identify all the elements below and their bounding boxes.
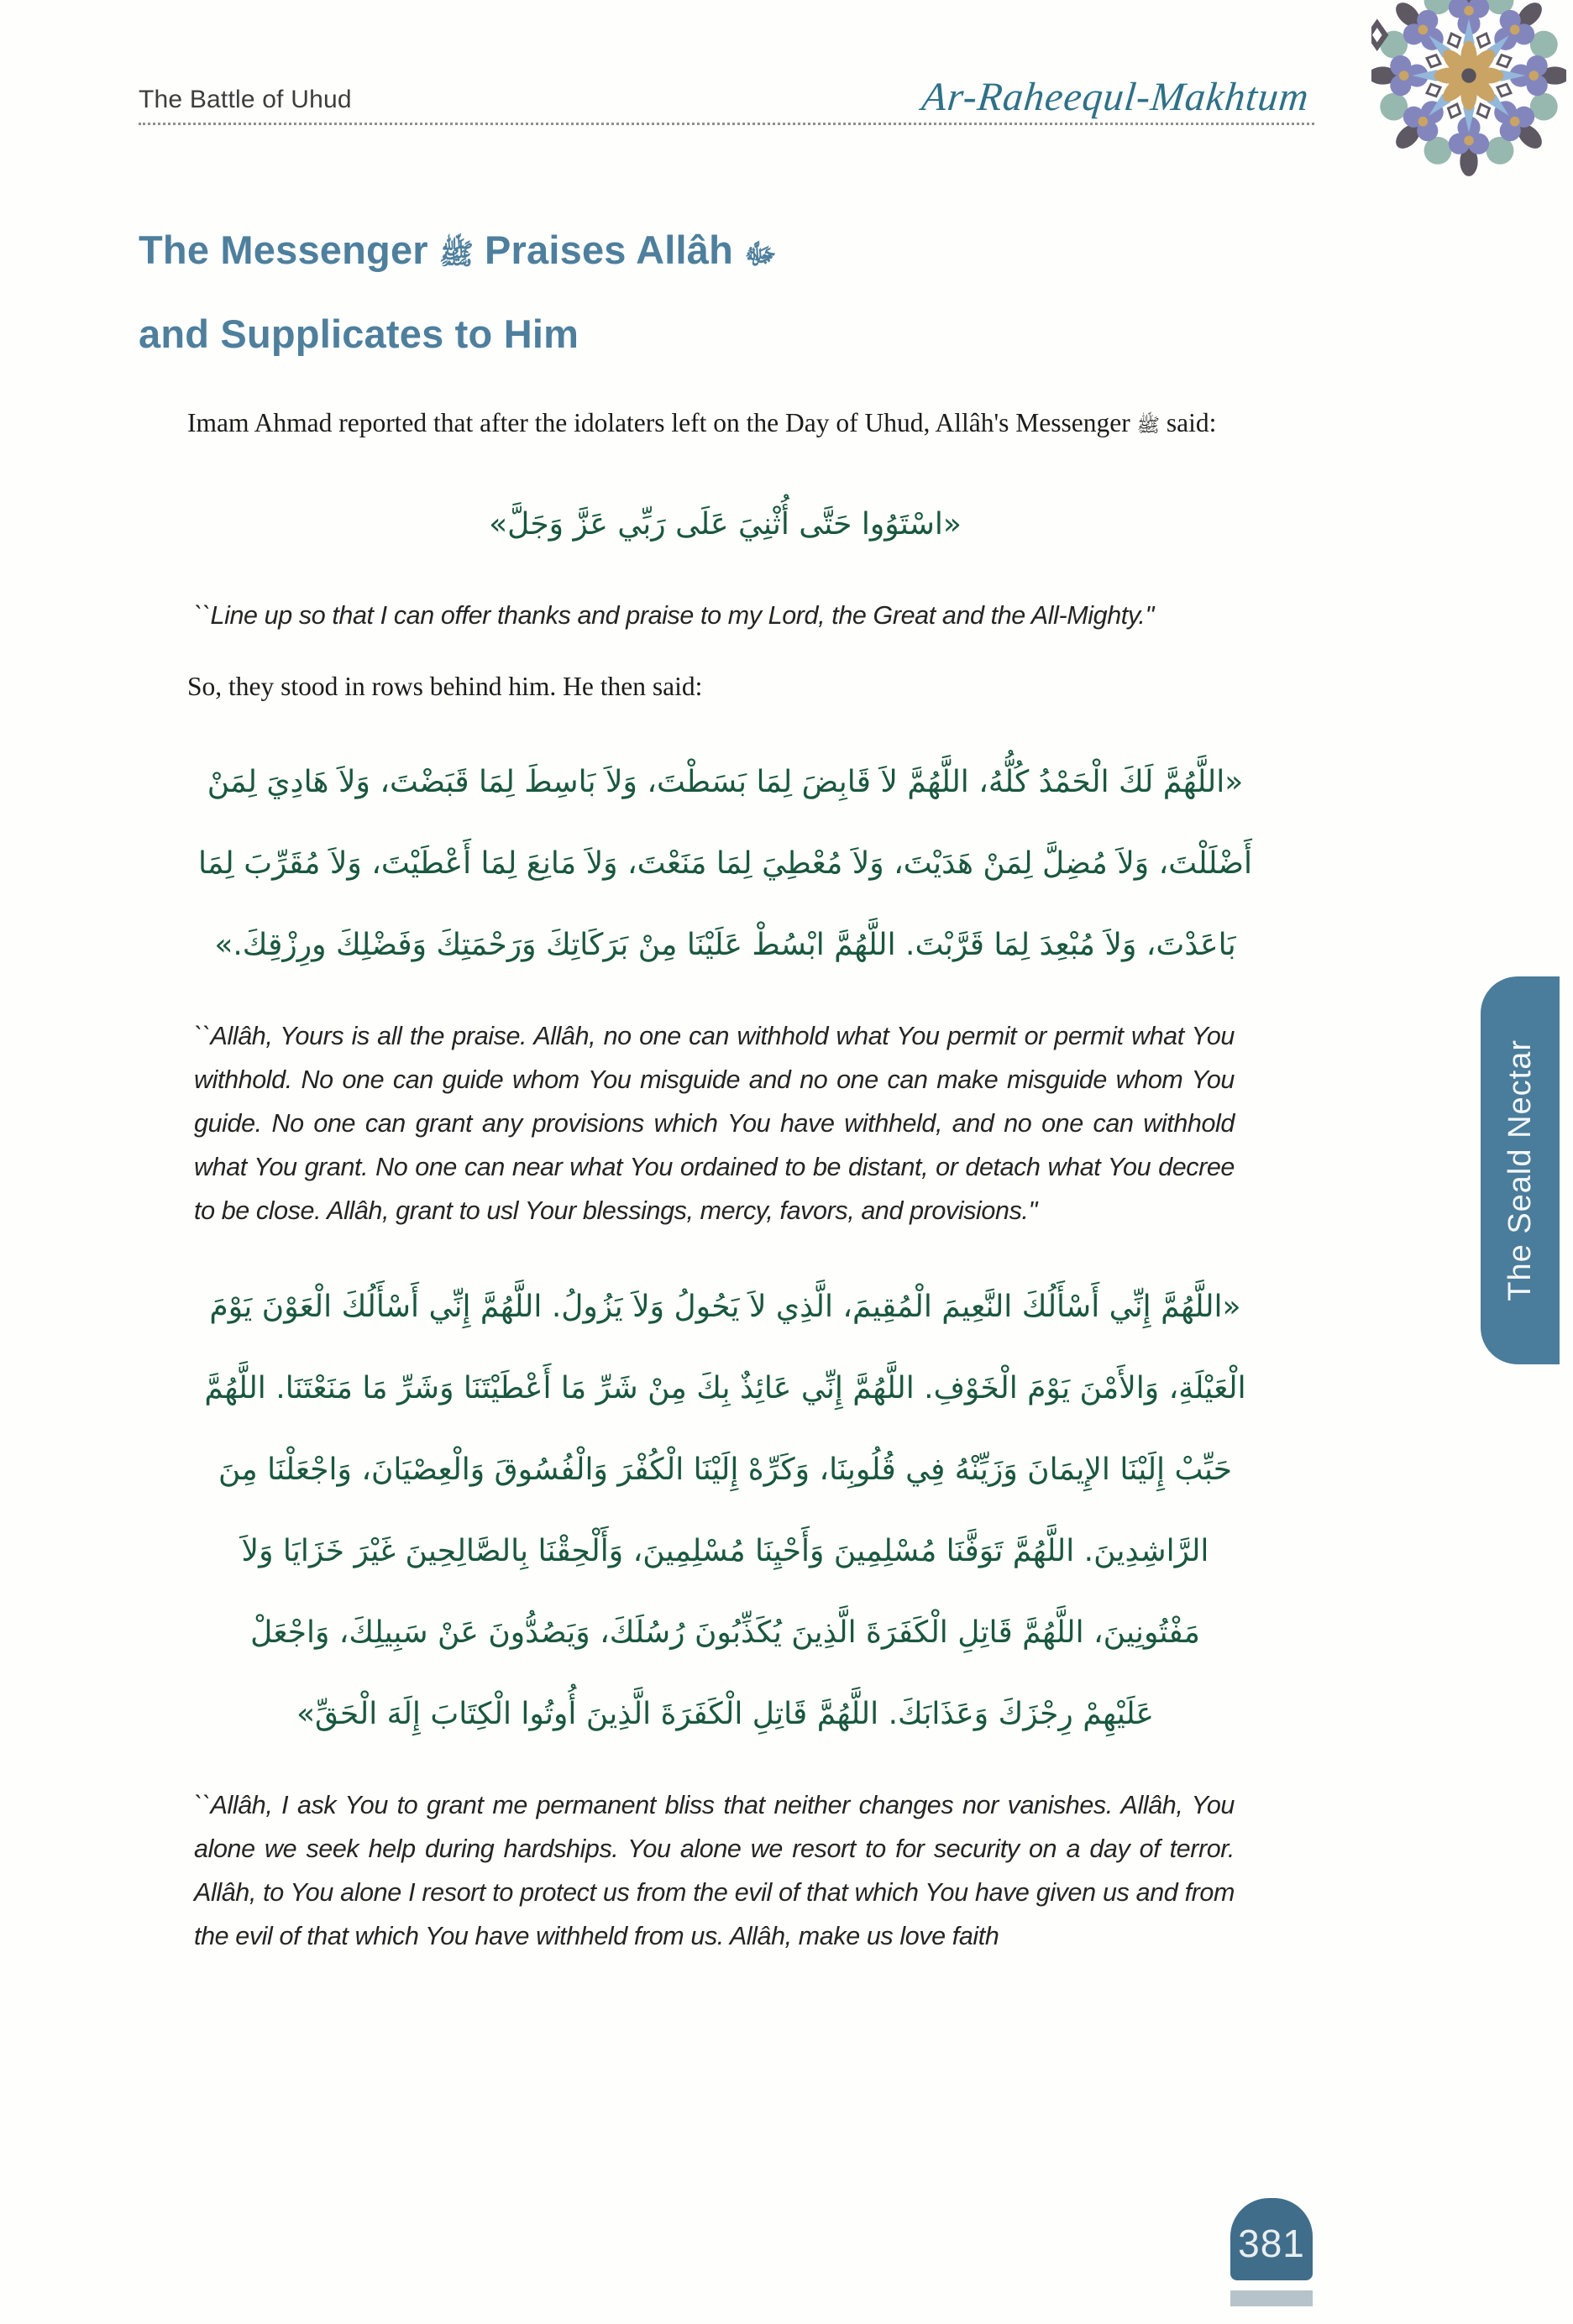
- arabic-line: مَفْتُونِينَ، اللَّهُمَّ قَاتِلِ الْكَفَرَةَ الَّذِينَ يُكَذِّبُونَ رُسُلَكَ، وَيَصُدُّونَ عَنْ سَبِيلِكَ، وَاجْعَلْ: [250, 1615, 1200, 1650]
- translation-paragraph-3: ``Allâh, I ask You to grant me permanent bliss that neither changes nor vanishes. Allâh, You alone we seek help during hardships. You alone we resort to for security on a day of terror. Allâh, to You alone I resort to protect us from the evil of that which You have given us and from the evil of that which You have withheld from us. Allâh, make us love faith: [194, 1791, 1235, 1950]
- page-content: [139, 210, 1312, 1958]
- pbuh-calligraphy-icon: ﷺ: [1136, 415, 1160, 437]
- arabic-line: الرَّاشِدِينَ. اللَّهُمَّ تَوَفَّنَا مُسْلِمِينَ وَأَحْيِنَا مُسْلِمِينَ، وَأَلْحِقْنَا بِالصَّالِحِينَ غَيْرَ خَزَايَا وَلاَ: [241, 1534, 1209, 1568]
- narrative-paragraph: So, they stood in rows behind him. He then said:: [187, 672, 703, 701]
- intro-paragraph: Imam Ahmad reported that after the idolaters left on the Day of Uhud, Allâh's Messenger ﷺ said:: [187, 408, 1217, 437]
- translation-paragraph-2: ``Allâh, Yours is all the praise. Allâh, no one can withhold what You permit or permit what You withhold. No one can guide whom You misguide and no one can make misguide whom You guide. No one can grant any provisions which You have withheld, and no one can withhold what You grant. No one can near what You ordained to be distant, or detach what You decree to be close. Allâh, grant to usl Your blessings, mercy, favors, and provisions.": [194, 1022, 1235, 1225]
- islamic-ornament-graphic: [1371, 0, 1566, 178]
- page-number-box: [1230, 2198, 1313, 2280]
- swt-calligraphy-icon: ﷻ: [744, 238, 777, 270]
- section-title-line1: The Messenger ﷺ Praises Allâh ﷻ: [139, 228, 777, 272]
- section-title: [139, 210, 1312, 374]
- arabic-line: «اللَّهُمَّ إِنِّي أَسْأَلُكَ النَّعِيمَ الْمُقِيمَ، الَّذِي لاَ يَحُولُ وَلاَ يَزُولُ. اللَّهُمَّ إِنِّي أَسْأَلُكَ الْعَوْنَ يَوْمَ: [209, 1290, 1241, 1324]
- arabic-hadith-quote-3: [139, 1266, 1312, 1755]
- book-title-script: Ar-Raheequl-Makhtum: [920, 75, 1312, 119]
- translation-paragraph-1: ``Line up so that I can offer thanks and praise to my Lord, the Great and the All-Mighty.": [194, 601, 1154, 630]
- section-title-line2: and Supplicates to Him: [139, 311, 579, 356]
- arabic-line: بَاعَدْتَ، وَلاَ مُبْعِدَ لِمَا قَرَّبْتَ. اللَّهُمَّ ابْسُطْ عَلَيْنَا مِنْ بَرَكَاتِكَ وَرَحْمَتِكَ وَفَضْلِكَ ورِزْقِكَ.»: [214, 928, 1236, 962]
- arabic-hadith-quote-1: «اسْتَوُوا حَتَّى أُثْنِيَ عَلَى رَبِّي عَزَّ وَجَلَّ»: [489, 507, 962, 542]
- book-edge-tab: [1481, 976, 1560, 1364]
- chapter-title: The Battle of Uhud: [139, 86, 352, 113]
- arabic-line: حَبِّبْ إِلَيْنَا الإِيمَانَ وَزَيِّنْهُ فِي قُلُوبِنَا، وَكَرِّهْ إِلَيْنَا الْكُفْرَ وَالْفُسُوقَ وَالْعِصْيَانَ، وَاجْعَلْنَا مِنَ: [218, 1452, 1232, 1487]
- arabic-line: أَضْلَلْتَ، وَلاَ مُضِلَّ لِمَنْ هَدَيْتَ، وَلاَ مُعْطِيَ لِمَا مَنَعْتَ، وَلاَ مَانِعَ لِمَا أَعْطَيْتَ، وَلاَ مُقَرِّبَ لِمَا: [198, 846, 1252, 881]
- book-edge-tab-label: The Seald Nectar: [1502, 1039, 1538, 1301]
- arabic-line: «اللَّهُمَّ لَكَ الْحَمْدُ كُلُّهُ، اللَّهُمَّ لاَ قَابِضَ لِمَا بَسَطْتَ، وَلاَ بَاسِطَ لِمَا قَبَضْتَ، وَلاَ هَادِيَ لِمَنْ: [207, 765, 1244, 799]
- arabic-hadith-quote-2: [139, 741, 1312, 986]
- arabic-line: الْعَيْلَةِ، وَالأَمْنَ يَوْمَ الْخَوْفِ. اللَّهُمَّ إِنِّي عَائِذٌ بِكَ مِنْ شَرِّ مَا أَعْطَيْتَنَا وَشَرِّ مَا مَنَعْتَنَا. اللَّهُمَّ: [204, 1371, 1246, 1405]
- page-number-underline-bar: [1230, 2290, 1313, 2306]
- page-number: 381: [1238, 2222, 1305, 2265]
- arabic-line: عَلَيْهِمْ رِجْزَكَ وَعَذَابَكَ. اللَّهُمَّ قَاتِلِ الْكَفَرَةَ الَّذِينَ أُوتُوا الْكِتَابَ إِلَهَ الْحَقِّ»: [296, 1697, 1155, 1731]
- pbuh-calligraphy-icon: ﷺ: [439, 238, 474, 270]
- page-header: [139, 77, 1314, 125]
